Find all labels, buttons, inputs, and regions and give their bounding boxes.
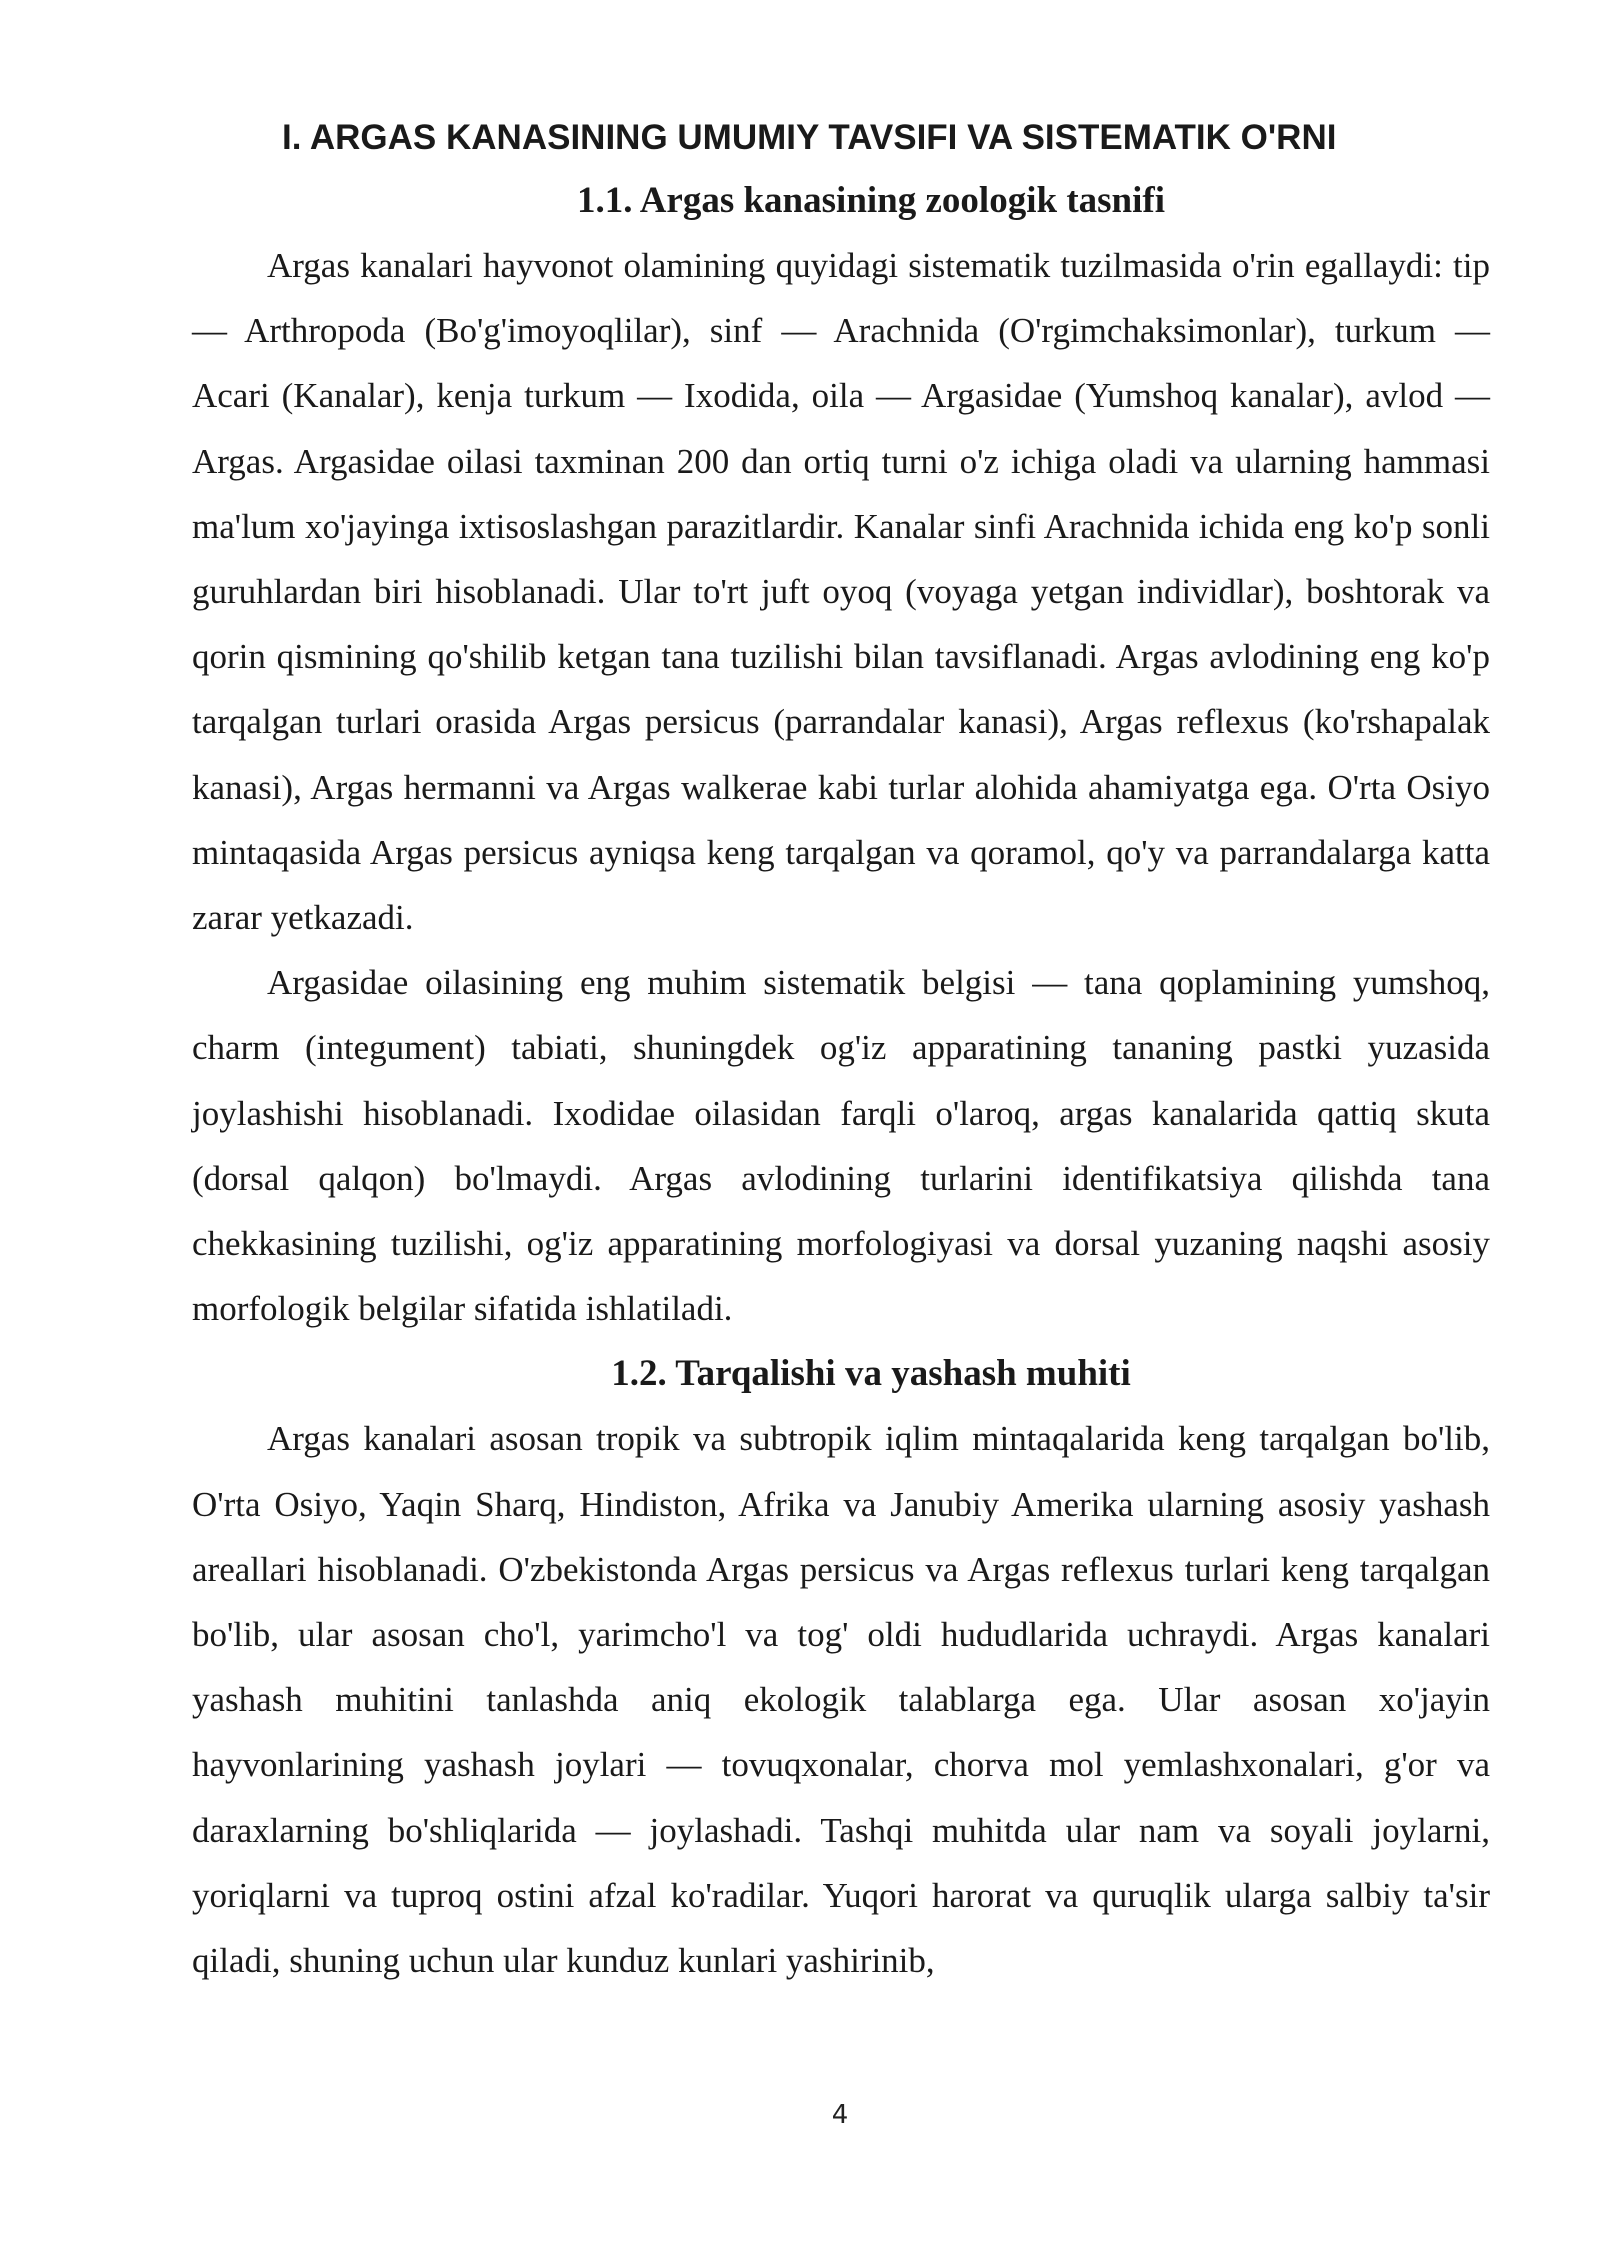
chapter-title: I. ARGAS KANASINING UMUMIY TAVSIFI VA SISTEMATIK O'RNI [282,118,1337,157]
section-heading: 1.2. Tarqalishi va yashash muhiti [611,1353,1131,1395]
section-zoological-classification [192,168,1490,1341]
body-paragraph: Argas kanalari asosan tropik va subtropik iqlim mintaqalarida keng tarqalgan bo'lib, O'rta Osiyo, Yaqin Sharq, Hindiston, Afrika va Janubiy Amerika ularning asosiy yashash areallari hisoblanadi. O'zbekistonda Argas persicus va Argas reflexus turlari keng tarqalgan bo'lib, ular asosan cho'l, yarimcho'l va tog' oldi hududlarida uchraydi. Argas kanalari yashash muhitini tanlashda aniq ekologik talablarga ega. Ular asosan xo'jayin hayvonlarining yashash joylari — tovuqxonalar, chorva mol yemlashxonalari, g'or va daraxlarning bo'shliqlarida — joylashadi. Tashqi muhitda ular nam va soyali joylarni, yoriqlarni va tuproq ostini afzal ko'radilar. Yuqori harorat va quruqlik ularga salbiy ta'sir qiladi, shuning uchun ular kunduz kunlari yashirinib, [192,1419,1490,1981]
body-paragraph: Argas kanalari hayvonot olamining quyidagi sistematik tuzilmasida o'rin egallaydi: tip — Arthropoda (Bo'g'imoyoqlilar), sinf — Arachnida (O'rgimchaksimonlar), turkum — Acari (Kanalar), kenja turkum — Ixodida, oila — Argasidae (Yumshoq kanalar), avlod — Argas. Argasidae oilasi taxminan 200 dan ortiq turni o'z ichiga oladi va ularning hammasi ma'lum xo'jayinga ixtisoslashgan parazitlardir. Kanalar sinfi Arachnida ichida eng ko'p sonli guruhlardan biri hisoblanadi. Ular to'rt juft oyoq (voyaga yetgan individlar), boshtorak va qorin qismining qo'shilib ketgan tana tuzilishi bilan tavsiflanadi. Argas avlodining eng ko'p tarqalgan turlari orasida Argas persicus (parrandalar kanasi), Argas reflexus (ko'rshapalak kanasi), Argas hermanni va Argas walkerae kabi turlar alohida ahamiyatga ega. O'rta Osiyo mintaqasida Argas persicus ayniqsa keng tarqalgan va qoramol, qo'y va parrandalarga katta zarar yetkazadi. [192,246,1490,938]
section-distribution-habitat [192,1341,1490,1993]
section-heading: 1.1. Argas kanasining zoologik tasnifi [576,180,1165,221]
body-paragraph: Argasidae oilasining eng muhim sistematik belgisi — tana qoplamining yumshoq, charm (integument) tabiati, shuningdek og'iz apparatining tananing pastki yuzasida joylashishi hisoblanadi. Ixodidae oilasidan farqli o'laroq, argas kanalarida qattiq skuta (dorsal qalqon) bo'lmaydi. Argas avlodining turlarini identifikatsiya qilishda tana chekkasining tuzilishi, og'iz apparatining morfologiyasi va dorsal yuzaning naqshi asosiy morfologik belgilar sifatida ishlatiladi. [192,963,1490,1329]
page-number: 4 [831,2100,849,2130]
page-content [192,108,1490,1993]
